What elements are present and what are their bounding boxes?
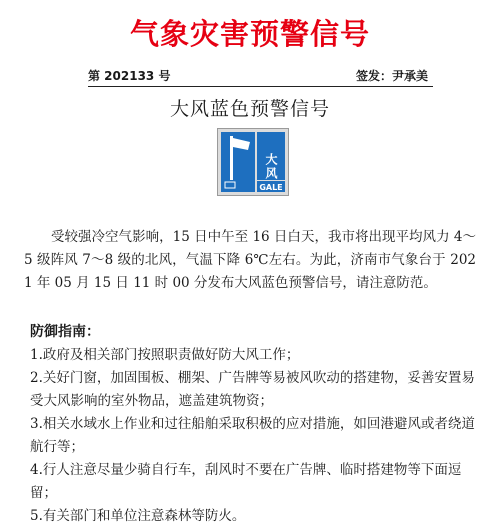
guide-item: 2.关好门窗，加固围板、棚架、广告牌等易被风吹动的搭建物，妥善安置易受大风影响的室外物品，遮盖建筑物资； bbox=[30, 370, 475, 409]
gale-icon-chinese-label: 大风 bbox=[264, 153, 278, 181]
document-header-title: 气象灾害预警信号 bbox=[129, 17, 370, 51]
guide-item: 5.有关部门和单位注意森林等防火。 bbox=[30, 508, 246, 524]
signer: 签发：尹承美 bbox=[355, 69, 428, 83]
guide-item: 3.相关水域水上作业和过往船舶采取积极的应对措施，如回港避风或者绕道航行等； bbox=[30, 416, 475, 455]
header-divider bbox=[88, 86, 433, 87]
defense-guide-list bbox=[30, 344, 475, 528]
document-number: 第 202133 号 bbox=[88, 69, 171, 83]
guide-item: 4.行人注意尽量少骑自行车，刮风时不要在广告牌、临时搭建物等下面逗留； bbox=[30, 462, 462, 501]
gale-blue-warning-icon bbox=[217, 128, 289, 196]
gale-icon-english-label: GALE bbox=[259, 183, 283, 192]
warning-title: 大风蓝色预警信号 bbox=[169, 98, 330, 120]
defense-guide-heading: 防御指南： bbox=[30, 324, 100, 340]
meta-row bbox=[88, 67, 428, 83]
warning-body-text: 受较强冷空气影响，15 日中午至 16 日白天，我市将出现平均风力 4～5 级阵风 7～8 级的北风，气温下降 6℃左右。为此，济南市气象台于 2021 年 05 月 15 日 11 时 00 分发布大风蓝色预警信号，请注意防范。 bbox=[24, 229, 476, 291]
guide-item: 1.政府及相关部门按照职责做好防大风工作； bbox=[30, 347, 300, 363]
